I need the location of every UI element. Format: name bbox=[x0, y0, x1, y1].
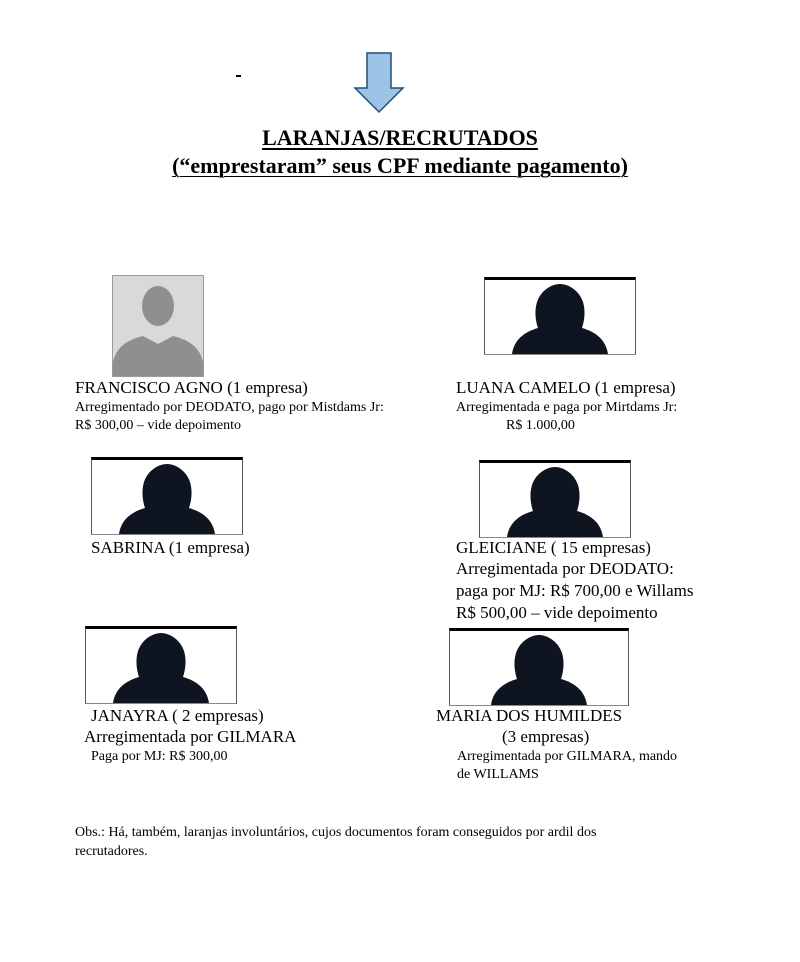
title-line-1: LARANJAS/RECRUTADOS bbox=[262, 125, 538, 150]
person-detail-francisco-1: Arregimentado por DEODATO, pago por Mistdams Jr: bbox=[75, 400, 384, 415]
person-detail-janayra-2: Paga por MJ: R$ 300,00 bbox=[91, 749, 228, 764]
person-detail-gleiciane-3: R$ 500,00 – vide depoimento bbox=[456, 603, 658, 622]
person-name-sabrina: SABRINA (1 empresa) bbox=[91, 538, 250, 557]
person-name-maria: MARIA DOS HUMILDES bbox=[436, 706, 623, 725]
person-detail-gleiciane-1: Arregimentada por DEODATO: bbox=[456, 559, 674, 578]
avatar-francisco bbox=[112, 275, 204, 377]
person-detail-janayra-1: Arregimentada por GILMARA bbox=[84, 727, 297, 746]
photo-frame-sabrina bbox=[91, 457, 243, 535]
photo-frame-gleiciane bbox=[479, 460, 631, 538]
stray-mark bbox=[236, 75, 241, 77]
note-line-2: recrutadores. bbox=[75, 844, 148, 859]
person-name-luana: LUANA CAMELO (1 empresa) bbox=[456, 378, 676, 397]
hooded-silhouette-icon bbox=[487, 633, 591, 705]
person-detail-luana-1: Arregimentada e paga por Mirtdams Jr: bbox=[456, 400, 678, 415]
person-detail-gleiciane-2: paga por MJ: R$ 700,00 e Willams bbox=[456, 581, 694, 600]
person-detail-maria-1: (3 empresas) bbox=[502, 727, 590, 746]
photo-frame-janayra bbox=[85, 626, 237, 704]
note-line-1: Obs.: Há, também, laranjas involuntários, cujos documentos foram conseguidos por ardil dos bbox=[75, 825, 597, 840]
person-name-francisco: FRANCISCO AGNO (1 empresa) bbox=[75, 378, 308, 397]
hooded-silhouette-icon bbox=[503, 465, 607, 537]
page-title bbox=[0, 124, 800, 180]
person-detail-maria-3: de WILLAMS bbox=[457, 767, 539, 782]
photo-frame-maria bbox=[449, 628, 629, 706]
title-line-2: (“emprestaram” seus CPF mediante pagamento) bbox=[172, 153, 628, 178]
person-detail-francisco-2: R$ 300,00 – vide depoimento bbox=[75, 418, 242, 433]
arrow-down-icon bbox=[353, 52, 405, 114]
hooded-silhouette-icon bbox=[508, 282, 612, 354]
person-detail-maria-2: Arregimentada por GILMARA, mando bbox=[457, 749, 678, 764]
person-name-gleiciane: GLEICIANE ( 15 empresas) bbox=[456, 538, 651, 557]
default-avatar-icon bbox=[113, 276, 203, 376]
photo-frame-luana bbox=[484, 277, 636, 355]
hooded-silhouette-icon bbox=[109, 631, 213, 703]
person-detail-luana-2: R$ 1.000,00 bbox=[506, 418, 575, 433]
person-name-janayra: JANAYRA ( 2 empresas) bbox=[91, 706, 264, 725]
hooded-silhouette-icon bbox=[115, 462, 219, 534]
